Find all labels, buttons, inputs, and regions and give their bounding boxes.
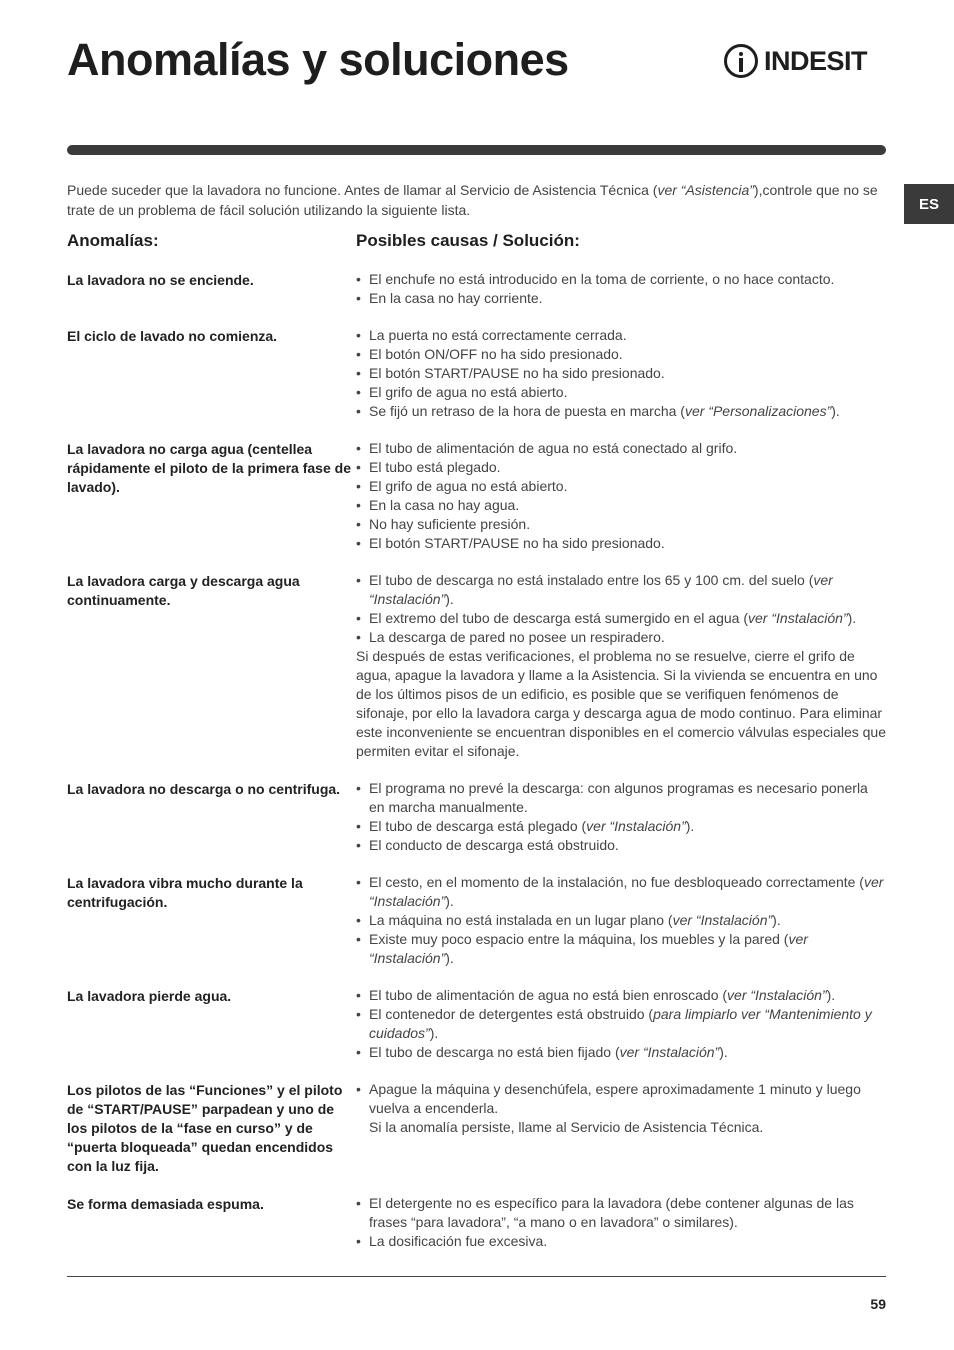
solution-note: Si la anomalía persiste, llame al Servicio de Asistencia Técnica.	[369, 1119, 764, 1135]
anomaly-label: La lavadora no se enciende.	[67, 272, 254, 288]
solution-text: El detergente no es específico para la lavadora (debe contener algunas de las frases “para lavadora”, “a mano o en lavadora” o similares).	[369, 1195, 854, 1230]
solution-list	[356, 779, 887, 855]
solution-item	[356, 289, 887, 308]
solution-text: El botón START/PAUSE no ha sido presionado.	[369, 365, 665, 381]
table-row	[67, 986, 887, 1062]
solution-text: El contenedor de detergentes está obstruido (	[369, 1006, 654, 1022]
solution-item	[356, 930, 887, 968]
solution-text: El tubo de alimentación de agua no está conectado al grifo.	[369, 440, 738, 456]
indesit-logo	[724, 40, 867, 82]
solution-item	[356, 873, 887, 911]
solution-list	[356, 326, 887, 421]
solution-text: Apague la máquina y desenchúfela, espere aproximadamente 1 minuto y luego vuelva a encenderla.	[369, 1081, 861, 1116]
solution-list	[356, 986, 887, 1062]
solution-reference: ver “Instalación”	[369, 874, 884, 909]
solution-text: El grifo de agua no está abierto.	[369, 384, 568, 400]
solution-text: El tubo de alimentación de agua no está bien enroscado (	[369, 987, 728, 1003]
solution-text: El conducto de descarga está obstruido.	[369, 837, 619, 853]
solution-item	[356, 458, 887, 477]
anomaly-label: La lavadora vibra mucho durante la centrifugación.	[67, 875, 303, 910]
solution-list	[356, 1080, 887, 1118]
solution-cell	[356, 873, 887, 968]
page-number: 59	[870, 1296, 886, 1312]
solution-text: La puerta no está correctamente cerrada.	[369, 327, 627, 343]
table-row	[67, 439, 887, 553]
solution-item	[356, 779, 887, 817]
solution-text: El enchufe no está introducido en la toma de corriente, o no hace contacto.	[369, 271, 835, 287]
solution-item	[356, 364, 887, 383]
solution-text: La dosificación fue excesiva.	[369, 1233, 548, 1249]
intro-paragraph	[67, 180, 887, 220]
solution-text-after: ).	[847, 610, 857, 626]
solution-reference: ver “Personalizaciones”	[684, 403, 832, 419]
solution-text: La máquina no está instalada en un lugar plano (	[369, 912, 673, 928]
solution-cell	[356, 779, 887, 855]
solution-text-after: ).	[445, 950, 454, 966]
solution-cell	[356, 439, 887, 553]
solution-text: El tubo de descarga está plegado (	[369, 818, 587, 834]
table-row	[67, 571, 887, 761]
solution-reference: para limpiarlo ver “Mantenimiento y cuidados”	[369, 1006, 872, 1041]
solution-text: El tubo de descarga no está bien fijado (	[369, 1044, 620, 1060]
solution-cell	[356, 571, 887, 761]
solution-text-after: ).	[719, 1044, 728, 1060]
solution-cell	[356, 270, 887, 308]
footer-divider	[67, 1276, 886, 1277]
table-row	[67, 1080, 887, 1176]
anomaly-label: La lavadora no descarga o no centrifuga.	[67, 781, 341, 797]
solution-text: El programa no prevé la descarga: con algunos programas es necesario ponerla en marcha manualmente.	[369, 780, 868, 815]
intro-text-before: Puede suceder que la lavadora no funcione. Antes de llamar al Servicio de Asistencia Técnica (	[67, 182, 658, 198]
page-title: Anomalías y soluciones	[67, 34, 569, 85]
intro-text-after: ),controle que no se trate de un problema de fácil solución utilizando la siguiente lista.	[67, 182, 878, 218]
header-divider-bar	[67, 145, 886, 155]
solution-item	[356, 836, 887, 855]
solution-text-after: ).	[445, 591, 454, 607]
solution-reference: ver “Instalación”	[619, 1044, 720, 1060]
solution-text: El grifo de agua no está abierto.	[369, 478, 568, 494]
solution-reference: ver “Instalación”	[369, 931, 808, 966]
solution-item	[356, 383, 887, 402]
solution-item	[356, 534, 887, 553]
solution-reference: ver “Instalación”	[748, 610, 848, 626]
solution-text: Se fijó un retraso de la hora de puesta en marcha (	[369, 403, 685, 419]
solution-text: El cesto, en el momento de la instalación, no fue desbloqueado correctamente (	[369, 874, 864, 890]
solution-cell	[356, 326, 887, 421]
solution-reference: ver “Instalación”	[369, 572, 833, 607]
solution-text: La descarga de pared no posee un respiradero.	[369, 629, 665, 645]
solution-text-after: ).	[445, 893, 454, 909]
solution-text: El botón START/PAUSE no ha sido presionado.	[369, 535, 665, 551]
solution-list	[356, 571, 887, 647]
solution-item	[356, 571, 887, 609]
solution-text: El extremo del tubo de descarga está sumergido en el agua (	[369, 610, 749, 626]
solution-item	[356, 326, 887, 345]
language-tab: ES	[904, 184, 954, 224]
solution-item	[356, 628, 887, 647]
solution-item	[356, 1232, 887, 1251]
solution-reference: ver “Instalación”	[586, 818, 686, 834]
anomaly-label: La lavadora pierde agua.	[67, 988, 232, 1004]
anomaly-label: Se forma demasiada espuma.	[67, 1196, 264, 1212]
solution-item	[356, 1005, 887, 1043]
solution-text: El tubo de descarga no está instalado entre los 65 y 100 cm. del suelo (	[369, 572, 814, 588]
solution-list	[356, 270, 887, 308]
solution-text-after: ).	[772, 912, 781, 928]
solution-item	[356, 1080, 887, 1118]
intro-reference: ver “Asistencia”	[657, 182, 754, 198]
solution-text-after: ).	[826, 987, 836, 1003]
solution-list	[356, 439, 887, 553]
solution-text: Existe muy poco espacio entre la máquina, los muebles y la pared (	[369, 931, 789, 947]
solution-text: El tubo está plegado.	[369, 459, 501, 475]
solution-item	[356, 402, 887, 421]
table-row	[67, 1194, 887, 1251]
solution-text-after: ).	[685, 818, 695, 834]
solution-cell	[356, 1194, 887, 1251]
solution-item	[356, 1043, 887, 1062]
solution-item	[356, 496, 887, 515]
solution-note: Si después de estas verificaciones, el problema no se resuelve, cierre el grifo de agua, apague la lavadora y llame a la Asistencia. Si la vivienda se encuentra en uno de los últimos pisos de un edificio, es posible que se verifiquen fenómenos de sifonaje, por ello la lavadora carga y descarga agua de modo continuo. Para eliminar este inconveniente se encuentran disponibles en el comercio válvulas especiales que permiten evitar el sifonaje.	[356, 648, 886, 759]
solution-item	[356, 986, 887, 1005]
table-row	[67, 873, 887, 968]
brand-name: INDESIT	[764, 45, 868, 76]
solution-reference: ver “Instalación”	[727, 987, 827, 1003]
anomaly-label: El ciclo de lavado no comienza.	[67, 328, 278, 344]
solution-text-after: ).	[429, 1025, 439, 1041]
anomaly-label: La lavadora carga y descarga agua continuamente.	[67, 573, 300, 608]
anomaly-label: Los pilotos de las “Funciones” y el piloto de “START/PAUSE” parpadean y uno de los pilotos de la “fase en curso” y de “puerta bloqueada” quedan encendidos con la luz fija.	[67, 1082, 343, 1174]
solutions-heading: Posibles causas / Solución:	[356, 231, 580, 250]
info-i-icon	[724, 44, 758, 78]
solution-item	[356, 1194, 887, 1232]
solution-list	[356, 873, 887, 968]
solution-text-after: ).	[831, 403, 840, 419]
solution-text: No hay suficiente presión.	[369, 516, 531, 532]
solution-reference: ver “Instalación”	[672, 912, 773, 928]
table-row	[67, 326, 887, 421]
solution-cell	[356, 1080, 887, 1176]
table-row	[67, 779, 887, 855]
solution-item	[356, 817, 887, 836]
solution-item	[356, 515, 887, 534]
table-row	[67, 270, 887, 308]
solution-item	[356, 477, 887, 496]
troubleshooting-table	[67, 270, 887, 1269]
solution-text: El botón ON/OFF no ha sido presionado.	[369, 346, 623, 362]
solution-item	[356, 345, 887, 364]
anomaly-label: La lavadora no carga agua (centellea rápidamente el piloto de la primera fase de lavado).	[67, 441, 351, 495]
solution-cell	[356, 986, 887, 1062]
anomalies-heading: Anomalías:	[67, 231, 159, 250]
solution-text: En la casa no hay corriente.	[369, 290, 543, 306]
solution-item	[356, 439, 887, 458]
solution-text: En la casa no hay agua.	[369, 497, 520, 513]
solution-item	[356, 609, 887, 628]
solution-item	[356, 270, 887, 289]
solution-item	[356, 911, 887, 930]
solution-list	[356, 1194, 887, 1251]
